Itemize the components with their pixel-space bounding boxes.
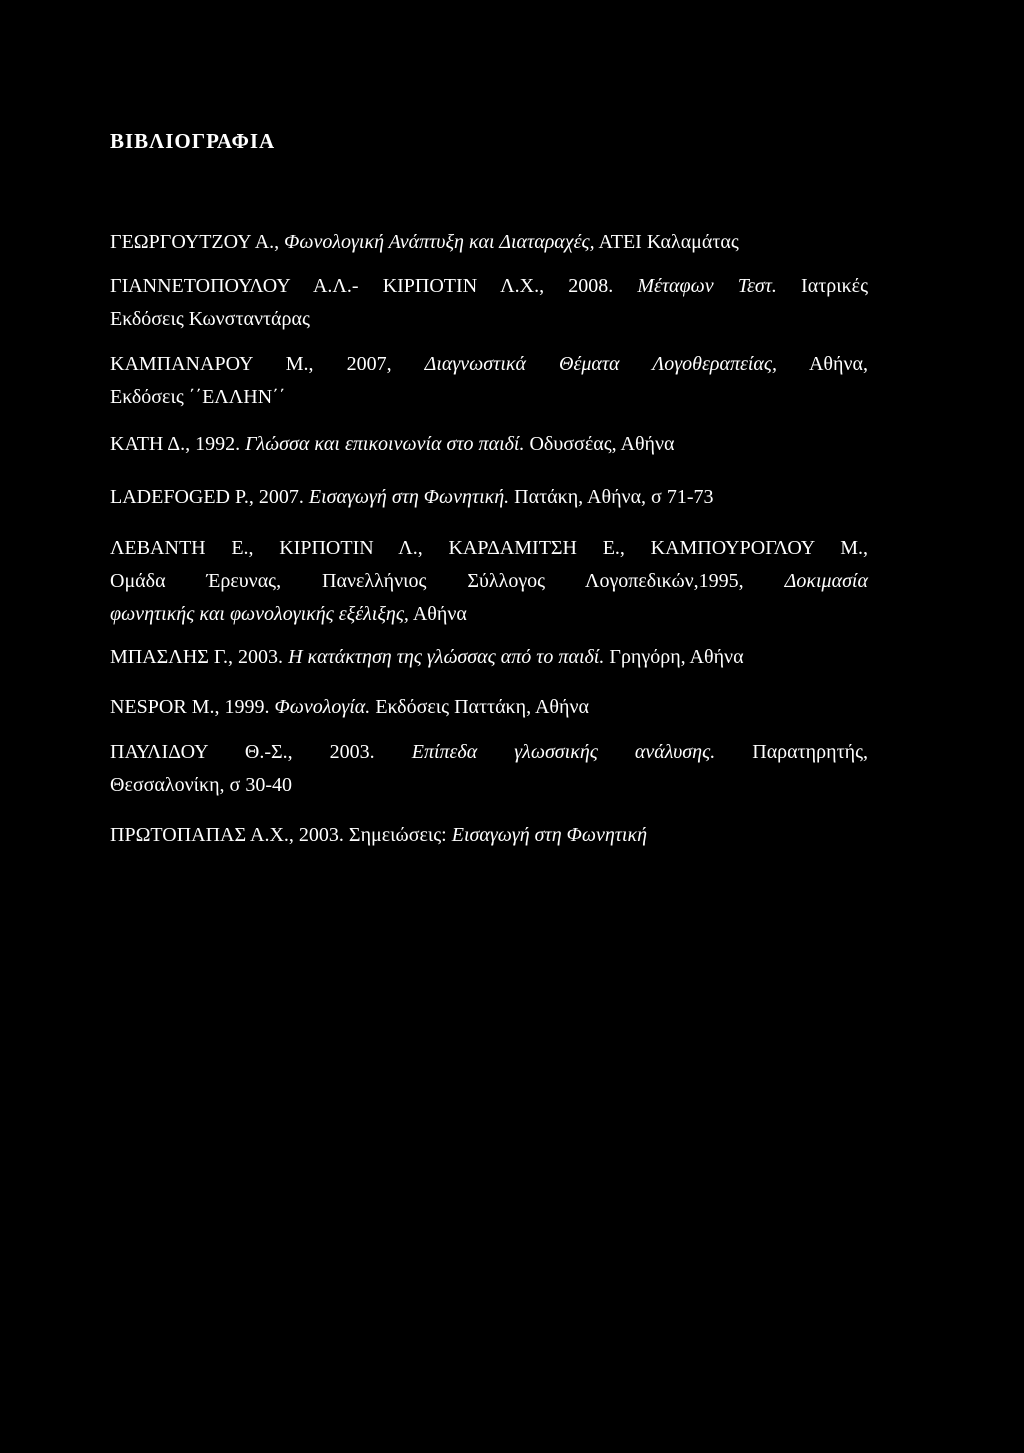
reference-authors: ΜΠΑΣΛΗΣ Γ., 2003. bbox=[110, 646, 289, 668]
reference-title: Μέταφων Τεστ. bbox=[637, 275, 777, 297]
reference-title: Επίπεδα γλωσσικής ανάλυσης. bbox=[411, 741, 716, 763]
reference-publisher: Παρατηρητής, bbox=[715, 741, 868, 763]
reference-authors: ΠΡΩΤΟΠΑΠΑΣ Α.Χ., 2003. Σημειώσεις: bbox=[110, 824, 452, 846]
reference-publisher: Ιατρικές bbox=[776, 275, 868, 297]
reference-authors: ΚΑΤΗ Δ., 1992. bbox=[110, 433, 246, 455]
reference-publisher: Αθήνα bbox=[408, 603, 467, 625]
reference-organization: Ομάδα Έρευνας, Πανελλήνιος Σύλλογος Λογοπεδικών,1995, bbox=[110, 570, 785, 592]
reference-publisher: Αθήνα, bbox=[777, 353, 868, 375]
reference-authors: NESPOR M., 1999. bbox=[110, 696, 275, 718]
reference-continuation: Εκδόσεις ΄΄ΕΛΛΗΝ΄΄ bbox=[110, 386, 286, 408]
reference-authors: ΓΙΑΝΝΕΤΟΠΟΥΛΟΥ Α.Λ.- ΚΙΡΠΟΤΙΝ Λ.Χ., 2008. bbox=[110, 275, 638, 297]
reference-title: Διαγνωστικά Θέματα Λογοθεραπείας, bbox=[424, 353, 778, 375]
reference-title: Γλώσσα και επικοινωνία στο παιδί. bbox=[245, 433, 525, 455]
reference-entry bbox=[110, 226, 868, 259]
reference-publisher: Γρηγόρη, Αθήνα bbox=[604, 646, 744, 668]
reference-title: Φωνολογική Ανάπτυξη και Διαταραχές, bbox=[284, 231, 595, 253]
reference-entry bbox=[110, 736, 868, 802]
reference-title: Εισαγωγή στη Φωνητική. bbox=[308, 486, 510, 508]
reference-entry bbox=[110, 532, 868, 631]
reference-authors: ΓΕΩΡΓΟΥΤΖΟΥ Α., bbox=[110, 231, 285, 253]
reference-publisher: ΑΤΕΙ Καλαμάτας bbox=[594, 231, 739, 253]
reference-title: Δοκιμασία bbox=[784, 570, 868, 592]
reference-entry bbox=[110, 641, 868, 674]
reference-continuation: Θεσσαλονίκη, σ 30-40 bbox=[110, 774, 292, 796]
reference-entry bbox=[110, 428, 868, 461]
reference-publisher: Οδυσσέας, Αθήνα bbox=[524, 433, 675, 455]
reference-entry bbox=[110, 819, 868, 852]
reference-authors: LADEFOGED P., 2007. bbox=[110, 486, 309, 508]
reference-title-continuation: φωνητικής και φωνολογικής εξέλιξης, bbox=[110, 603, 409, 625]
reference-authors: ΚΑΜΠΑΝΑΡΟΥ Μ., 2007, bbox=[110, 353, 425, 375]
reference-title: Φωνολογία. bbox=[274, 696, 371, 718]
reference-publisher: Πατάκη, Αθήνα, σ 71-73 bbox=[509, 486, 714, 508]
reference-publisher: Εκδόσεις Παττάκη, Αθήνα bbox=[370, 696, 589, 718]
reference-entry bbox=[110, 270, 868, 336]
reference-title: Εισαγωγή στη Φωνητική bbox=[451, 824, 647, 846]
reference-entry bbox=[110, 348, 868, 414]
reference-entry bbox=[110, 691, 868, 724]
page-title: ΒΙΒΛΙΟΓΡΑΦΙΑ bbox=[110, 129, 276, 153]
reference-entry bbox=[110, 481, 868, 514]
reference-authors: ΛΕΒΑΝΤΗ Ε., ΚΙΡΠΟΤΙΝ Λ., ΚΑΡΔΑΜΙΤΣΗ Ε., ΚΑΜΠΟΥΡΟΓΛΟΥ Μ., bbox=[110, 537, 868, 559]
reference-authors: ΠΑΥΛΙΔΟΥ Θ.-Σ., 2003. bbox=[110, 741, 412, 763]
reference-title: Η κατάκτηση της γλώσσας από το παιδί. bbox=[288, 646, 605, 668]
reference-continuation: Εκδόσεις Κωνσταντάρας bbox=[110, 308, 310, 330]
